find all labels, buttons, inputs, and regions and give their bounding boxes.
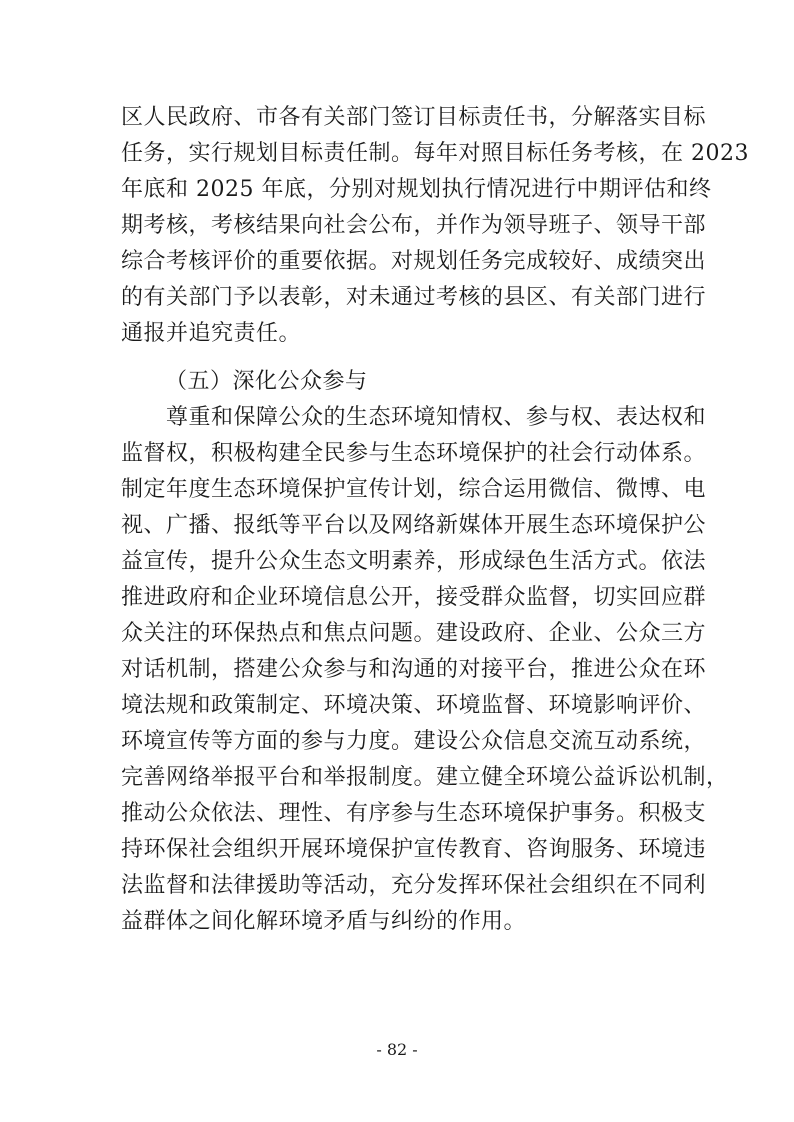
paragraph-2-line: 持环保社会组织开展环境保护宣传教育、咨询服务、环境违 bbox=[121, 837, 707, 862]
paragraph-2-line: 环境宣传等方面的参与力度。建设公众信息交流互动系统， bbox=[121, 729, 707, 754]
paragraph-2-line: 完善网络举报平台和举报制度。建立健全环境公益诉讼机制， bbox=[121, 765, 729, 790]
paragraph-2-line: 视、广播、报纸等平台以及网络新媒体开展生态环境保护公 bbox=[121, 513, 707, 538]
paragraph-2-line: 境法规和政策制定、环境决策、环境监督、环境影响评价、 bbox=[121, 693, 707, 718]
page-number: - 82 - bbox=[376, 1040, 418, 1059]
paragraph-2 bbox=[121, 400, 729, 940]
paragraph-2-line: 益群体之间化解环境矛盾与纠纷的作用。 bbox=[121, 909, 527, 934]
paragraph-2-line: 推进政府和企业环境信息公开，接受群众监督，切实回应群 bbox=[121, 585, 707, 610]
paragraph-2-line: 对话机制，搭建公众参与和沟通的对接平台，推进公众在环 bbox=[121, 657, 707, 682]
paragraph-1-line: 任务，实行规划目标责任制。每年对照目标任务考核，在 2023 bbox=[121, 141, 749, 166]
paragraph-1-line: 期考核，考核结果向社会公布，并作为领导班子、领导干部 bbox=[121, 213, 707, 238]
paragraph-2-line: 推动公众依法、理性、有序参与生态环境保护事务。积极支 bbox=[121, 801, 707, 826]
paragraph-2-line: 法监督和法律援助等活动，充分发挥环保社会组织在不同利 bbox=[121, 873, 707, 898]
paragraph-1-line: 区人民政府、市各有关部门签订目标责任书，分解落实目标 bbox=[121, 105, 707, 130]
paragraph-2-line: 尊重和保障公众的生态环境知情权、参与权、表达权和 bbox=[121, 405, 707, 430]
paragraph-1-line: 通报并追究责任。 bbox=[121, 321, 302, 346]
paragraph-1 bbox=[121, 100, 749, 352]
paragraph-1-line: 年底和 2025 年底，分别对规划执行情况进行中期评估和终 bbox=[121, 177, 712, 202]
paragraph-2-line: 监督权，积极构建全民参与生态环境保护的社会行动体系。 bbox=[121, 441, 707, 466]
paragraph-2-line: 益宣传，提升公众生态文明素养，形成绿色生活方式。依法 bbox=[121, 549, 707, 574]
paragraph-2-line: 制定年度生态环境保护宣传计划，综合运用微信、微博、电 bbox=[121, 477, 707, 502]
paragraph-1-line: 综合考核评价的重要依据。对规划任务完成较好、成绩突出 bbox=[121, 249, 707, 274]
paragraph-2-line: 众关注的环保热点和焦点问题。建设政府、企业、公众三方 bbox=[121, 621, 707, 646]
paragraph-1-line: 的有关部门予以表彰，对未通过考核的县区、有关部门进行 bbox=[121, 285, 707, 310]
section-heading: （五）深化公众参与 bbox=[165, 369, 368, 394]
